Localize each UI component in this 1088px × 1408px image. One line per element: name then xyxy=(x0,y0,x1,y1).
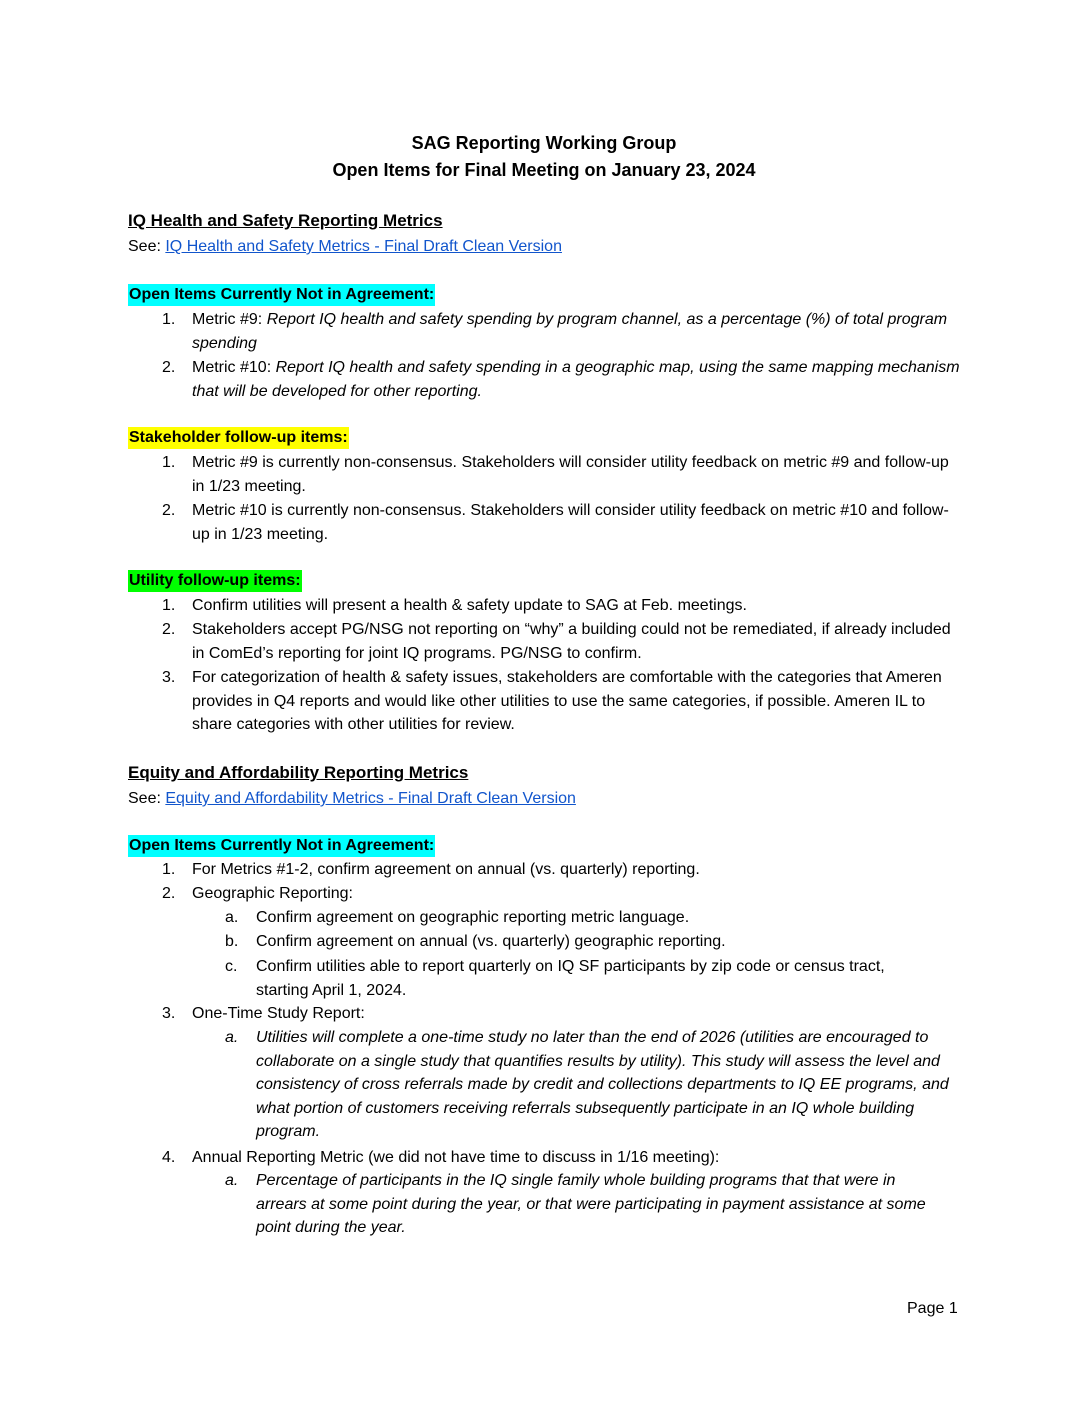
utility-label: Utility follow-up items: xyxy=(128,570,302,592)
see-line-equity xyxy=(128,788,576,810)
page-number: Page 1 xyxy=(907,1300,958,1317)
document-page: SAG Reporting Working Group Open Items for Final Meeting on January 23, 2024 IQ Health and Safety Reporting Metrics See: IQ Health and Safety Metrics - Final Draft Clean Version Open Items Currently Not in Agreement: 1. Metric #9: Report IQ health and safety spending by program channel, as a percentage (%) of total program spending 2. Metric #10: Report IQ health and safety spending in a geographic map, using the same mapping mechanism that will be developed for other reporting. Stakeholder follow-up items: 1. Metric #9 is currently non-consensus. Stakeholders will consider utility feedback on metric #9 and follow-up in 1/23 meeting. 2. Metric #10 is currently non-consensus. Stakeholders will consider utility feedback on metric #10 and follow-up in 1/23 meeting. Utility follow-up items: 1. Confirm utilities will present a health & safety update to SAG at Feb. meetings. 2. Stakeholders accept PG/NSG not reporting on “why” a building could not be remediated, if already included in ComEd’s reporting for joint IQ programs. PG/NSG to confirm. 3. For categorization of health & safety issues, stakeholders are comfortable with the categories that Ameren provides in Q4 reports and would like other utilities to use the same categories, if possible. Ameren IL to share categories with other utilities for review. Equity and Affordability Reporting Metrics See: Equity and Affordability Metrics - Final Draft Clean Version Open Items Currently Not in Agreement: 1. For Metrics #1-2, confirm agreement on annual (vs. quarterly) reporting. 2. Geographic Reporting: a. Confirm agreement on geographic reporting metric language. b. Confirm agreement on annual (vs. quarterly) geographic reporting. c. Confirm utilities able to report quarterly on IQ SF participants by zip code or census tract, starting April 1, 2024. 3. One-Time Study Report: a. Utilities will complete a one-time study no later than the end of 2026 (utilities are encouraged to collaborate on a single study that quantifies results by utility). This study will assess the level and consistency of cross referrals made by credit and collections departments to IQ EE programs, and what portion of customers receiving referrals subsequently participate in an IQ whole building program. 4. Annual Reporting Metric (we did not have time to discuss in 1/16 meeting): a. Percentage of participants in the IQ single family whole building programs that that were in arrears at some point during the year, or that were participating in payment assistance at some point during the year. Page 1 xyxy=(0,0,1088,1408)
link-iq-metrics[interactable]: IQ Health and Safety Metrics - Final Draft Clean Version xyxy=(165,238,562,255)
page-title: SAG Reporting Working Group xyxy=(411,133,677,153)
stakeholder-label: Stakeholder follow-up items: xyxy=(128,427,349,449)
open-items-label-iq: Open Items Currently Not in Agreement: xyxy=(128,284,435,306)
section-heading-equity: Equity and Affordability Reporting Metrics xyxy=(128,763,469,782)
see-line-iq xyxy=(128,236,562,258)
see-label: See: xyxy=(128,790,166,807)
section-heading-iq: IQ Health and Safety Reporting Metrics xyxy=(128,211,443,230)
page-subtitle: Open Items for Final Meeting on January 23, 2024 xyxy=(332,160,756,180)
link-equity-metrics[interactable]: Equity and Affordability Metrics - Final Draft Clean Version xyxy=(165,790,576,807)
open-items-label-equity: Open Items Currently Not in Agreement: xyxy=(128,835,435,857)
see-label: See: xyxy=(128,238,166,255)
